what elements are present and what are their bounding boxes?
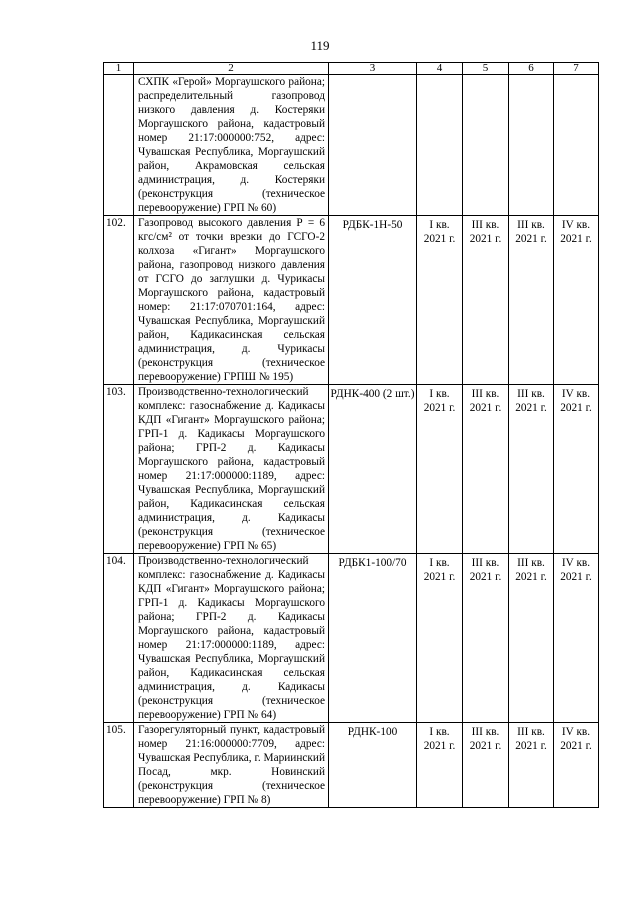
year-label: 2021 г. <box>560 233 592 245</box>
quarter-label: I кв. <box>429 726 450 738</box>
row-number: 105. <box>104 723 134 808</box>
column-header: 4 <box>417 63 463 75</box>
column-header: 1 <box>104 63 134 75</box>
quarter-cell <box>509 385 554 554</box>
quarter-label: III кв. <box>471 557 500 569</box>
quarter-label: IV кв. <box>561 219 591 231</box>
column-header: 6 <box>509 63 554 75</box>
quarter-label: III кв. <box>471 219 500 231</box>
year-label: 2021 г. <box>469 571 502 583</box>
object-description: Производственно-технологический комплекс: газоснабжение д. Кадикасы КДП «Гигант» Моргаушского района; ГРП-1 д. Кадикасы Моргаушского района; ГРП-2 д. Кадикасы Моргаушского района, кадастровый номер 21:17:000000:1189, адрес: Чувашская Республика, Моргаушский район, Кадикасинская сельская администрация, д. Кадикасы (реконструкция (техническое перевооружение) ГРП № 65) <box>134 385 329 554</box>
column-header: 5 <box>463 63 509 75</box>
year-label: 2021 г. <box>560 402 592 414</box>
quarter-cell <box>463 216 509 385</box>
table-row <box>104 75 599 216</box>
quarter-label: IV кв. <box>561 557 591 569</box>
quarter-cell <box>554 75 599 216</box>
quarter-label: I кв. <box>429 557 450 569</box>
quarter-cell <box>509 216 554 385</box>
quarter-cell <box>509 554 554 723</box>
quarter-label: I кв. <box>429 388 450 400</box>
quarter-cell <box>417 216 463 385</box>
row-number <box>104 75 134 216</box>
equipment-model: РДБК1-100/70 <box>329 554 417 723</box>
equipment-model: РДБК-1Н-50 <box>329 216 417 385</box>
year-label: 2021 г. <box>423 402 456 414</box>
quarter-label: I кв. <box>429 219 450 231</box>
row-number: 103. <box>104 385 134 554</box>
quarter-label: III кв. <box>517 557 545 569</box>
quarter-cell <box>554 723 599 808</box>
quarter-label: IV кв. <box>561 388 591 400</box>
quarter-cell <box>417 554 463 723</box>
quarter-label: III кв. <box>471 726 500 738</box>
quarter-cell <box>509 723 554 808</box>
year-label: 2021 г. <box>515 740 547 752</box>
year-label: 2021 г. <box>515 233 547 245</box>
equipment-model: РДНК-100 <box>329 723 417 808</box>
schedule-table <box>103 62 599 808</box>
quarter-cell <box>417 723 463 808</box>
quarter-label: III кв. <box>517 726 545 738</box>
year-label: 2021 г. <box>469 402 502 414</box>
object-description: СХПК «Герой» Моргаушского района; распределительный газопровод низкого давления д. Костеряки Моргаушского района, кадастровый номер 21:17:000000:752, адрес: Чувашская Республика, Моргаушский район, Акрамовская сельская администрация, д. Костеряки (реконструкция (техническое перевооружение) ГРП № 60) <box>134 75 329 216</box>
column-header: 7 <box>554 63 599 75</box>
quarter-cell <box>554 554 599 723</box>
year-label: 2021 г. <box>469 233 502 245</box>
year-label: 2021 г. <box>423 571 456 583</box>
table-row <box>104 723 599 808</box>
year-label: 2021 г. <box>469 740 502 752</box>
table-row <box>104 216 599 385</box>
quarter-cell <box>554 216 599 385</box>
equipment-model: РДНК-400 (2 шт.) <box>329 385 417 554</box>
quarter-cell <box>554 385 599 554</box>
quarter-label: IV кв. <box>561 726 591 738</box>
year-label: 2021 г. <box>423 740 456 752</box>
page-number: 119 <box>310 38 330 53</box>
column-number-header-row <box>104 63 599 75</box>
row-number: 102. <box>104 216 134 385</box>
year-label: 2021 г. <box>423 233 456 245</box>
quarter-label: III кв. <box>471 388 500 400</box>
quarter-cell <box>417 75 463 216</box>
column-header: 2 <box>134 63 329 75</box>
year-label: 2021 г. <box>515 571 547 583</box>
quarter-cell <box>463 75 509 216</box>
row-number: 104. <box>104 554 134 723</box>
quarter-cell <box>463 385 509 554</box>
year-label: 2021 г. <box>560 571 592 583</box>
object-description: Газорегуляторный пункт, кадастровый номер 21:16:000000:7709, адрес: Чувашская Республика, г. Мариинский Посад, мкр. Новинский (реконструкция (техническое перевооружение) ГРП № 8) <box>134 723 329 808</box>
year-label: 2021 г. <box>515 402 547 414</box>
quarter-label: III кв. <box>517 219 545 231</box>
quarter-cell <box>463 723 509 808</box>
table-row <box>104 385 599 554</box>
column-header: 3 <box>329 63 417 75</box>
quarter-cell <box>463 554 509 723</box>
object-description: Производственно-технологический комплекс: газоснабжение д. Кадикасы КДП «Гигант» Моргаушского района; ГРП-1 д. Кадикасы Моргаушского района; ГРП-2 д. Кадикасы Моргаушского района, кадастровый номер 21:17:000000:1189, адрес: Чувашская Республика, Моргаушский район, Кадикасинская сельская администрация, д. Кадикасы (реконструкция (техническое перевооружение) ГРП № 64) <box>134 554 329 723</box>
quarter-label: III кв. <box>517 388 545 400</box>
quarter-cell <box>509 75 554 216</box>
year-label: 2021 г. <box>560 740 592 752</box>
quarter-cell <box>417 385 463 554</box>
table-row <box>104 554 599 723</box>
object-description: Газопровод высокого давления Р = 6 кгс/см² от точки врезки до ГСГО-2 колхоза «Гигант» Моргаушского района, газопровод низкого давления от ГСГО до заглушки д. Чурикасы Моргаушского района, кадастровый номер: 21:17:070701:164, адрес: Чувашская Республика, Моргаушский район, Кадикасинская сельская администрация, д. Чурикасы (реконструкция (техническое перевооружение) ГРПШ № 195) <box>134 216 329 385</box>
equipment-model <box>329 75 417 216</box>
